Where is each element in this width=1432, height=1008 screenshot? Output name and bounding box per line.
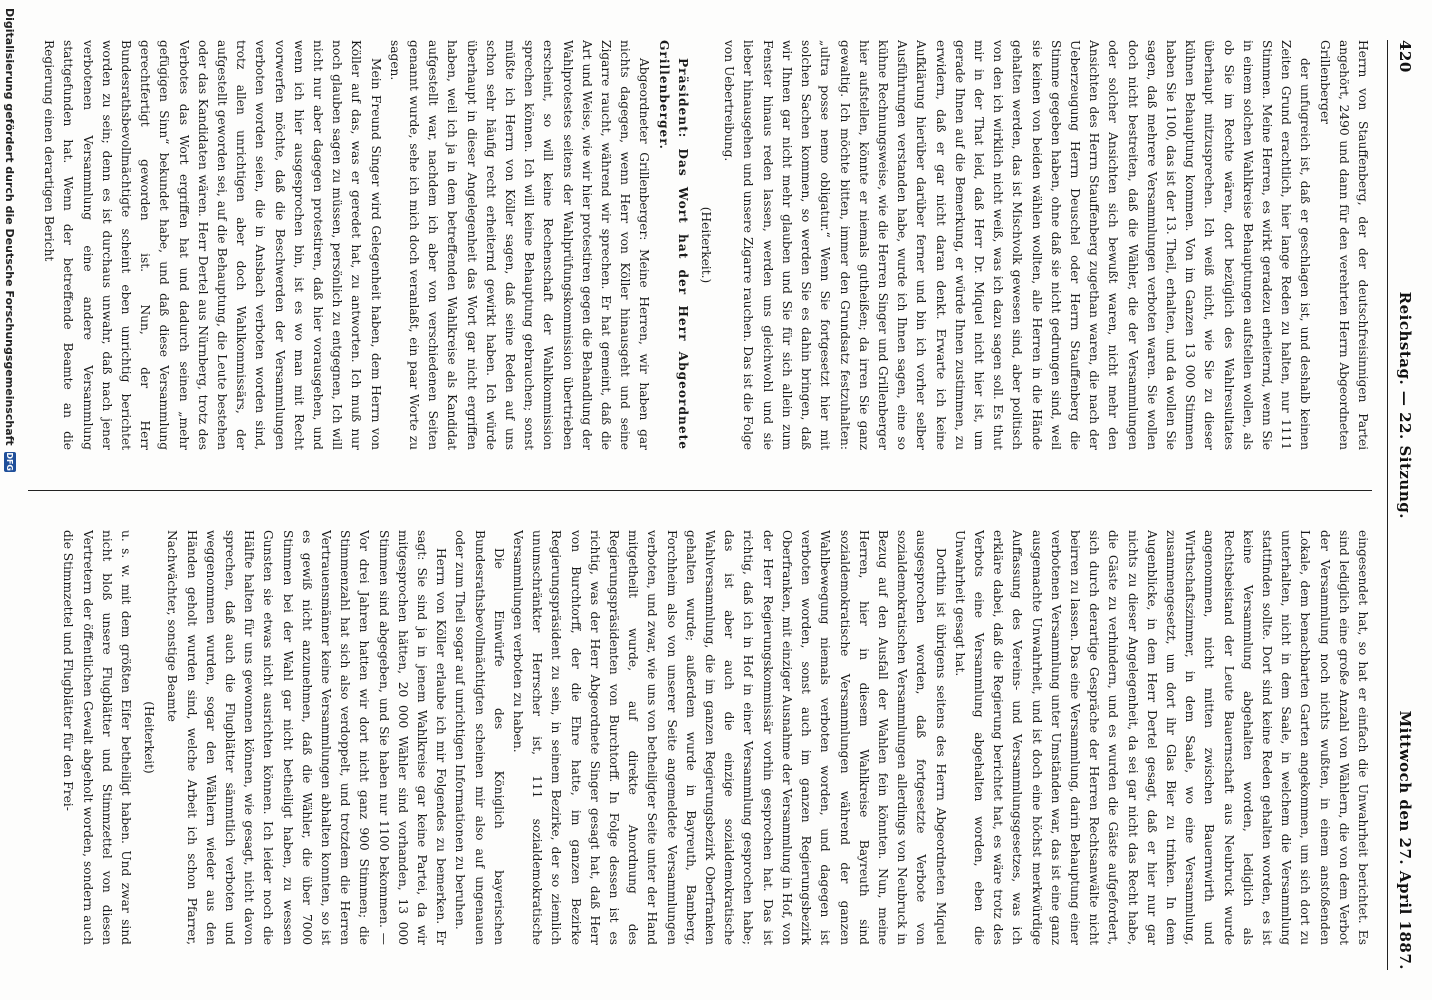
dfg-logo-icon: DFG	[5, 452, 15, 471]
column-divider	[28, 490, 1372, 491]
paragraph: der unfugreich ist, daß er geschlagen ist, und deshalb keinen Zeiten Grund erachtlich, hier lange Reden zu halten, nur 1111 Stimmen. Meine Herren, es wirkt geradezu erheiternd, wenn Sie in einem solchen Wahlkreise Behauptungen aufstellen wollen, als ob Sie im Rechte wären, dort bezüglich des Wahlresultates überhaupt mitzusprechen. Ich weiß nicht, wie Sie zu dieser kühnen Behauptung kommen. Von im Ganzen 13 000 Stimmen haben Sie 1100, das ist der 13. Theil, erhalten, und da wollen Sie sagen, daß mehrere Versammlungen verboten waren. Sie wollen doch nicht bestreiten, daß die Wähler, die der Versammlungen oder solcher Ansichten sich bewußt waren, nicht mehr den Ansichten des Herrn Stauffenberg zugethan waren, die nach der Ueberzeugung Herrn Deuschel oder Herrn Stauffenberg die Stimme gegeben haben, ohne daß sie nicht gedrungen sind, weil sie keinen von beiden wählen wollten, alle Herren in die Hände gehalten werden, das ist Mischvolk gewesen sind, aber politisch von den ich wirklich nicht weiß, was ich dazu sagen soll. Es thut mir in der That leid, daß Herr Dr. Miquel nicht hier ist, um gerade Ihnen auf die Bemerkung, er würde Ihnen zustimmen, zu erwidern, daß er gar nicht daran denkt. Erwarte ich keine Aufklärung hierüber darüber ferner und bin ich vorher selber Ausführungen verstanden habe, wurde ich Ihnen sagen, eine so kühne Rechnungsweise, wie die Herren Singer und Grillenberger hier aufstellen, könnte er niemals gutheißen; da irren Sie ganz gewaltig. Ich möchte bitten, immer den Grundsatz festzuhalten: „ultra posse nemo obligatur.“ Wenn Sie fortgesetzt hier mit solchen Sachen kommen, so werden Sie es dahin bringen, daß wir Ihnen gar nicht mehr glauben und Sie für sich allein zum Fenster hinaus reden lassen, werden uns gleichwohl und sie lieber hinausgehen und unsere Zigarre rauchen. Das ist die Folge von Uebertreibung.	[722, 40, 1313, 450]
credit-text: Digitalisierung gefördert durch die Deutsche Forschungsgemeinschaft	[3, 8, 17, 446]
paragraph: u. s. w. mit dem größten Eifer betheiligt haben. Und zwar sind nicht bloß unsere Flugblätter und Stimmzettel von diesen Vertretern der öffentlichen Gewalt abgeholt worden, sondern auch die Stimmzettel und Flugblätter für den Frei-	[61, 530, 133, 945]
session-title: Reichstag. — 22. Sitzung.	[1396, 291, 1414, 519]
interjection: (Heiterkeit)	[142, 701, 157, 774]
paragraph: Herrn von Stauffenberg, der der deutschfreisinnigen Partei angehört, 2490 und dann für den verehrten Herrn Abgeordneten Grillenberger	[1317, 40, 1370, 450]
paragraph: eingesendet hat, so hat er einfach die Unwahrheit berichtet. Es sind lediglich eine große Anzahl von Wählern, die von dem Verbot der Versammlung noch nichts wußten, in einem anstoßenden Lokale, dem benachbarten Garten angekommen, um sich dort zu unterhalten, nicht in dem Saale, in welchem die Versammlung stattfinden sollte. Dort sind keine Reden gehalten worden, es ist keine Versammlung abgehalten worden, lediglich als Rechtsbeistand der Leute Bauernschaft aus Neubruck wurde angenommen, nicht mitten zwischen Bauernwirth und Wirthschaftszimmer, in dem Saale, wo eine Versammlung, zusammengesetzt, um dort ihr Glas Bier zu trinken. In dem Augenblicke, in dem Herr Dertel gesagt, daß er hier nur gar nichts zu dieser Angelegenheit, da sei gar nicht das Recht habe, die Gäste zu verhindern, und es wurden die Gäste aufgefordert, sich durch derartige Gespräche der Herren Rechtsanwälte nicht beirren zu lassen. Das eine Versammlung, darin Behauptung einer verbotenen Versammlung unter Umständen war, das ist eine ganz ausgemachte Unwahrheit, und ist doch eine höchst merkwürdige Auffassung des Vereins- und Versammlungsgesetzes, was ich erkläre dabei, daß die Regierung berichtet hat, es wäre trotz des Verbots eine Versammlung abgehalten worden, eben die Unwahrheit gesagt hat.	[952, 530, 1370, 945]
paragraph: Abgeordneter Grillenberger: Meine Herren, wir haben gar nichts dagegen, wenn Herr von Köller hinausgeht und seine Zigarre raucht, während wir sprechen. Er hat gemeint, daß die Art und Weise, wie wir hier protestiren gegen die Behandlung der Wahlprotestes seitens der Wahlprüfungskommission übertrieben erscheint, so will keine Rechenschaft der Wahlkommission sprechen können. Ich will keine Behauptung gebrauchen; sonst müßte ich Herrn von Köller sagen, daß seine Reden auf uns schon sehr häufig recht erheiternd gewirkt haben. Ich würde überhaupt in dieser Angelegenheit das Wort gar nicht ergriffen haben, weil ich ja in dem betreffenden Wahlkreise als Kandidat aufgestellt war, nachdem ich aber von verschiedenen Seiten genannt wurde, sehe ich mich doch veranlaßt, ein paar Worte zu sagen.	[387, 40, 652, 450]
paragraph: Dorthin ist übrigens seitens des Herrn Abgeordneten Miquel ausgesprochen worden, daß fortgesetzte Verbote von sozialdemokratischen Versammlungen allerdings von Neubruck in Bezug auf den Ausfall der Wahlen fein könnten. Nun, meine Herren, hier in diesem Wahlkreise Bayreuth sind sozialdemokratische Versammlungen während der ganzen Wahlbewegung niemals verboten worden, und dagegen ist verboten worden, sonst auch im ganzen Regierungsbezirk Oberfranken, mit einziger Ausnahme der Versammlung in Hof, von der Herr Regierungskommissär vorhin gesprochen hat. Das ist richtig, daß ich in Hof in einer Versammlung gesprochen habe; das ist aber auch die einzige sozialdemokratische Wahlversammlung, die im ganzen Regierungsbezirk Oberfranken gehalten wurde; außerdem wurde in Bayreuth, Bamberg, Forchheim also von unserer Seite angemeldete Versammlungen verboten, und zwar, wie uns von betheiligter Seite unter der Hand mitgetheilt wurde, auf direkte Anordnung des Regierungspräsidenten von Burchtorff. In Folge dessen ist es richtig, was der Herr Abgeordnete Singer gesagt hat, daß Herr von Burchtorff, der die Ehre hatte, im ganzen Bezirke Regierungspräsident zu sein, in seinem Bezirke, der so ziemlich unumschränkter Herrscher ist, 111 sozialdemokratische Versammlungen verboten zu haben.	[511, 530, 948, 945]
page-number: 420	[1396, 40, 1414, 73]
paragraph: Die Einwürfe des Königlich bayerischen Bundesrathsbevollmächtigten scheinen mir also auf ungenauen oder zum Theil sogar auf unrichtigen Informationen zu beruhen.	[453, 530, 506, 945]
interjection: (Heiterkeit.)	[699, 206, 714, 284]
left-column	[20, 40, 1372, 450]
digitization-credit	[0, 0, 20, 1008]
speaker-line: Präsident: Das Wort hat der Herr Abgeordnete Grillenberger.	[656, 40, 690, 450]
paragraph: Herrn von Köller erlaube ich mir Folgendes zu bemerken. Er sagt: Sie sind ja in jenem Wahlkreise gar keine Partei, da wir mitgesprochen hätten, 20 000 Wähler sind vorhanden, 13 000 Stimmen sind abgegeben, und Sie haben nur 1100 bekommen. — Vor drei Jahren hatten wir dort nicht ganz 900 Stimmen; die Stimmenzahl hat sich also verdoppelt, und trotzdem die Herren Vertrauensmänner keine Versammlungen abhalten konnten, so ist es gewiß nicht anzunehmen, daß die Wähler, die über 7000 Stimmen bei der Wahl gar nicht betheiligt haben, zu wessen Gunsten sie etwas nicht ausrichten können. Ich leider noch die Hälfte halten für uns gewonnen können, wie gesagt, nicht davon sprechen, daß auch die Flugblätter sämmtlich verboten und weggenommen wurden, sogar den Wählern wieder aus den Händen geholt wurden sind, welche Arbeit ich schon Pfarrer, Nachwächter, sonstige Beamte	[165, 530, 449, 945]
paragraph: Mein Freund Singer wird Gelegenheit haben, dem Herrn von Köller auf das, was er geredet hat, zu antworten. Ich muß nur noch glauben sagen zu müssen, persönlich zu entgegnen, Ich will nicht nur aber dagegen protestiren, daß hier vorausgehen, und wenn ich hier ausgesprochen bin, ist es wo man mit Recht vorwerfen möchte, daß die Beschwerden der Versammlungen verboten worden seien, die in Ansbach verboten worden sind, trotz allen unrichtigen aber doch Wahlkommissärs, der aufgestellt geworden sei, auf die Behauptung, die Leute bestehen oder das Kandidaten wären. Herr Dertel aus Nürnberg, trotz des Verbotes das Wort ergriffen hat und dadurch seinen „mehr gefügigen Sinn“ bekundet habe, und daß diese Versammlung gerechtfertigt geworden ist. Nun, der Herr Bundesrathsbevollmächtigte scheint eben unrichtig berichtet worden zu sein; denn es ist durchaus unwahr, daß nach jener verbotenen Versammlung eine andere Versammlung stattgefunden hat. Wenn der betreffende Beamte an die Regierung einen derartigen Bericht	[42, 40, 383, 450]
right-column	[20, 530, 1372, 945]
session-date: Mittwoch den 27. April 1887.	[1396, 710, 1414, 970]
page-header	[1387, 40, 1414, 970]
